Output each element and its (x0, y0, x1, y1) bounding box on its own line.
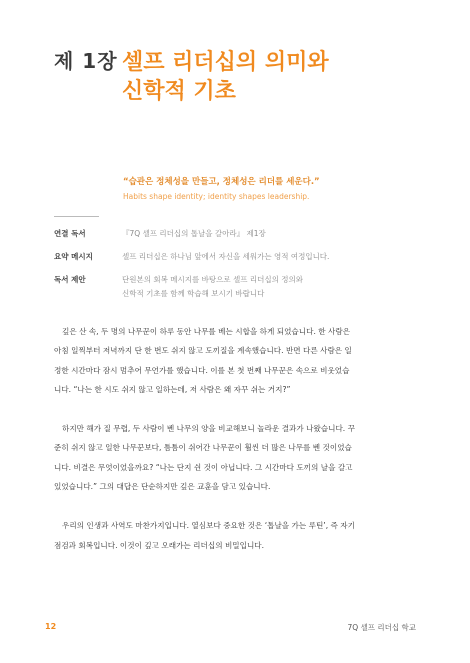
paragraph-line: 있었습니다.” 그의 대답은 단순하지만 깊은 교훈을 담고 있습니다. (54, 482, 271, 492)
paragraph-line: 우리의 인생과 사역도 마찬가지입니다. 열심보다 중요한 것은 ‘톱날을 가는 루틴’, 즉 자기 (62, 521, 355, 531)
meta-value (122, 227, 266, 241)
meta-label: 요약 메시지 (54, 252, 93, 261)
paragraph-line: 아침 일찍부터 저녁까지 단 한 번도 쉬지 않고 도끼질을 계속했습니다. 반면 다른 사람은 일 (54, 346, 352, 356)
meta-value (122, 250, 329, 264)
paragraph-line: 정한 시간마다 잠시 멈추어 무언가를 했습니다. 이를 본 첫 번째 나무꾼은 속으로 비웃었습 (54, 365, 350, 375)
chapter-title-line: 신학적 기초 (122, 79, 236, 104)
meta-row-summary (54, 250, 424, 264)
running-footer-title: 7Q 셀프 리더십 학교 (347, 623, 416, 632)
epigraph-english: Habits shape identity; identity shapes leadership. (123, 192, 310, 201)
chapter-title (122, 48, 329, 106)
meta-label: 독서 제안 (54, 275, 86, 284)
epigraph-korean: “습관은 정체성을 만들고, 정체성은 리더를 세운다.” (123, 177, 320, 187)
chapter-title-line: 셀프 리더십의 의미와 (122, 50, 329, 75)
meta-value-line: 단원본의 회복 메시지를 바탕으로 셀프 리더십의 정의와 (122, 275, 303, 284)
meta-row-reading (54, 227, 424, 241)
body-text (54, 322, 418, 575)
paragraph-line: 깊은 산 속, 두 명의 나무꾼이 하루 동안 나무를 베는 시합을 하게 되었습니다. 한 사람은 (62, 327, 351, 336)
paragraph-line: 니다. “나는 한 시도 쉬지 않고 일하는데, 저 사람은 왜 자꾸 쉬는 거지?” (54, 384, 291, 394)
paragraph (54, 516, 418, 555)
meta-value-line: 신학적 기초를 함께 학습해 보시기 바랍니다 (122, 289, 265, 298)
paragraph (54, 322, 418, 399)
chapter-number: 제 1장 (54, 49, 118, 73)
divider (54, 216, 99, 217)
meta-row-suggestion (54, 273, 424, 301)
meta-label: 연결 독서 (54, 229, 86, 238)
meta-value (122, 273, 303, 301)
chapter-heading (54, 48, 329, 106)
paragraph (54, 419, 418, 496)
meta-value-line: 셀프 리더십은 하나님 앞에서 자신을 세워가는 영적 여정입니다. (122, 252, 330, 261)
meta-value-line: 『7Q 셀프 리더십의 톱날을 갈아라』 제1장 (122, 229, 266, 238)
paragraph-line: 하지만 해가 질 무렵, 두 사람이 벤 나무의 양을 비교해보니 놀라운 결과가 나왔습니다. 꾸 (62, 424, 355, 434)
paragraph-line: 니다. 비결은 무엇이었을까요? “나는 단지 쉰 것이 아닙니다. 그 시간마다 도끼의 날을 갈고 (54, 462, 353, 472)
page-number: 12 (45, 622, 57, 631)
paragraph-line: 점검과 회복입니다. 이것이 깊고 오래가는 리더십의 비밀입니다. (54, 540, 265, 550)
paragraph-line: 준히 쉬지 않고 일한 나무꾼보다, 틈틈이 쉬어간 나무꾼이 훨씬 더 많은 나무를 벤 것이었습 (54, 443, 352, 453)
epigraph (123, 176, 320, 203)
reading-info (54, 227, 424, 310)
